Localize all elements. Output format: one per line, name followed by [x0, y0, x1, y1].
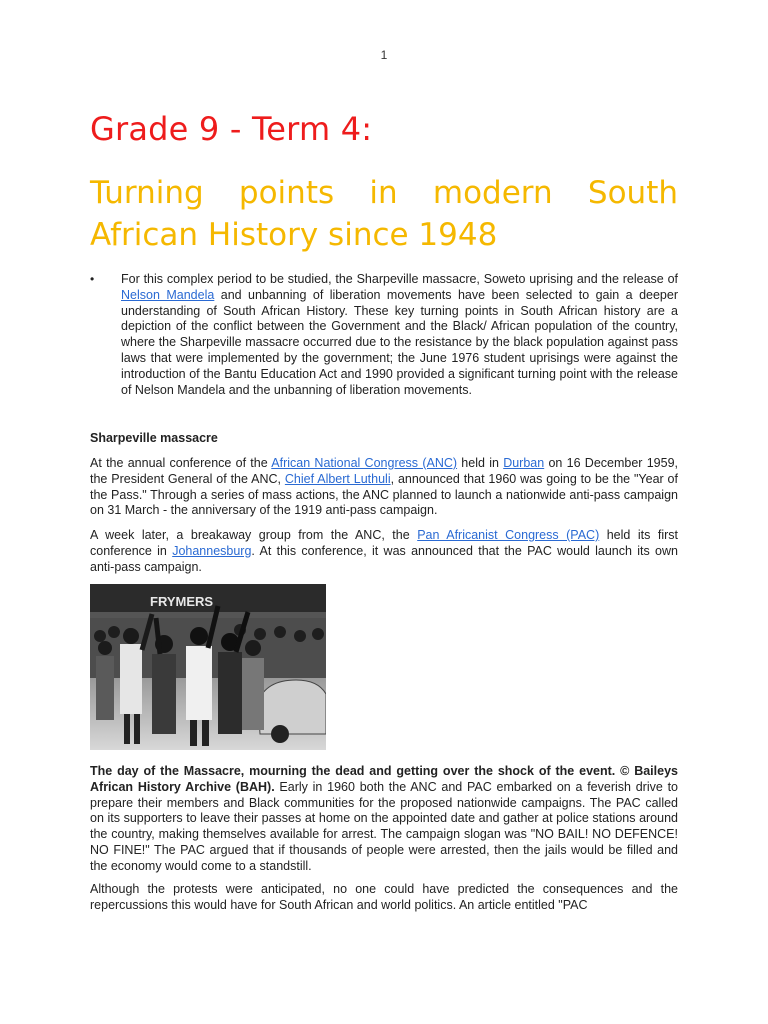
- intro-bullet: [90, 272, 678, 398]
- link-johannesburg[interactable]: Johannesburg: [172, 543, 252, 558]
- link-pac[interactable]: Pan Africanist Congress (PAC): [417, 528, 600, 542]
- page-title: Grade 9 - Term 4:: [90, 110, 373, 148]
- para1-text-4: , announced that 1960 was going to be the "Year of the Pass." Through a series of mass actions, the ANC planned to launch a nationwide anti-pass campaign on 31 March - the anniversary of the 1919 anti-pass campaign.: [90, 471, 678, 518]
- para2-text-2: held its first conference in: [90, 528, 678, 558]
- paragraph-anc-conference: [90, 456, 678, 519]
- paragraph-campaign: [90, 764, 678, 875]
- page-subtitle: Turning points in modern South African History since 1948: [90, 175, 678, 253]
- link-durban[interactable]: Durban: [503, 456, 545, 470]
- paragraph-protests: Although the protests were anticipated, no one could have predicted the consequences and the repercussions this would have for South African and world politics. An article entitled "PAC: [90, 882, 678, 912]
- para2-text-1: A week later, a breakaway group from the ANC, the: [90, 528, 418, 542]
- para1-text-3: on 16 December 1959, the President General of the ANC,: [90, 456, 679, 486]
- para1-text-2: held in: [457, 456, 504, 470]
- photo-sign-text: FRYMERS: [150, 594, 214, 609]
- photo-caption: The day of the Massacre, mourning the dead and getting over the shock of the event. © Baileys African History Archive (BAH).: [90, 764, 678, 794]
- link-albert-luthuli[interactable]: Chief Albert Luthuli: [284, 471, 391, 486]
- link-nelson-mandela[interactable]: Nelson Mandela: [121, 287, 215, 302]
- protest-photo: [90, 584, 326, 750]
- intro-text-1: For this complex period to be studied, the Sharpeville massacre, Soweto uprising and the release of: [121, 272, 678, 286]
- para2-text-3: . At this conference, it was announced that the PAC would launch its own anti-pass campaign.: [90, 543, 678, 574]
- intro-paragraph: [121, 272, 678, 398]
- bullet-icon: •: [90, 272, 95, 286]
- intro-text-2: and unbanning of liberation movements have been selected to gain a deeper understanding of South African History. These key turning points in South African history are a depiction of the conflict between the Government and the Black/ African population of the country, where the Sharpeville massacre occurred due to the resistance by the black population against pass laws that were implemented by the government; the June 1976 student uprisings were against the introduction of the Bantu Education Act and 1990 provided a significant turning point with the release of Nelson Mandela and the unbanning of liberation movements.: [121, 287, 678, 397]
- para3-text: Early in 1960 both the ANC and PAC embarked on a feverish drive to prepare their members and Black communities for the proposed nationwide campaigns. The PAC called on its supporters to leave their passes at home on the appointed date and gather at police stations around the country, making themselves available for arrest. The campaign slogan was "NO BAIL! NO DEFENCE! NO FINE!" The PAC argued that if thousands of people were arrested, then the jails would be filled and the economy would come to a standstill.: [90, 779, 678, 873]
- link-anc[interactable]: African National Congress (ANC): [271, 456, 458, 470]
- para1-text-1: At the annual conference of the: [90, 456, 272, 470]
- page-number: 1: [380, 48, 388, 62]
- paragraph-pac-conference: [90, 528, 678, 575]
- section-heading: Sharpeville massacre: [90, 431, 218, 445]
